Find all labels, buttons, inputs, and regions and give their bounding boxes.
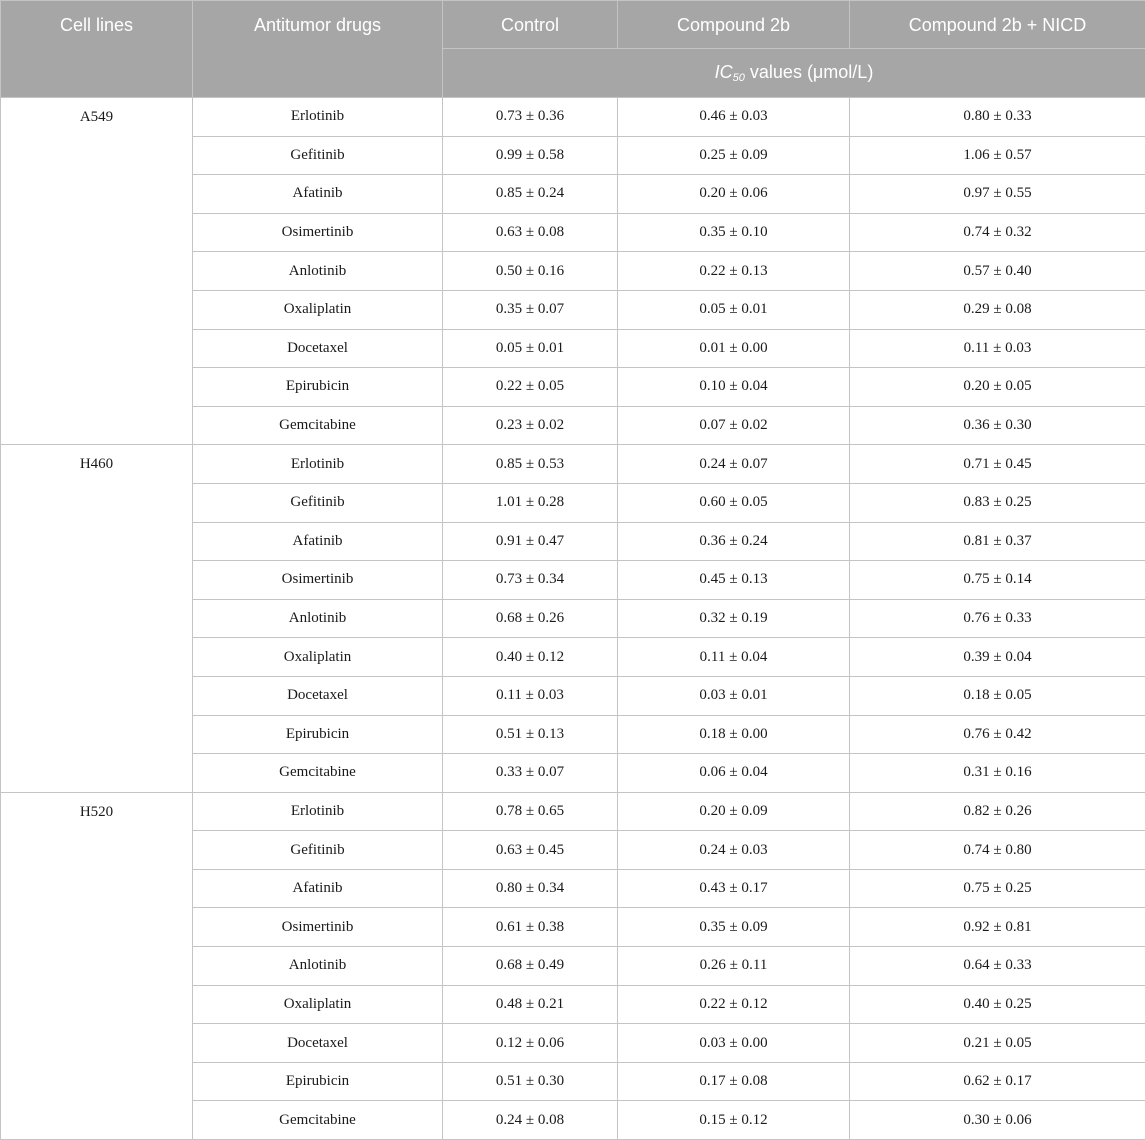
drug-name-cell: Gefitinib: [193, 831, 443, 870]
compound-2b-value-cell: 0.43 ± 0.17: [618, 869, 850, 908]
control-value-cell: 0.99 ± 0.58: [443, 136, 618, 175]
compound-2b-nicd-value-cell: 0.75 ± 0.14: [850, 561, 1145, 600]
drug-name-cell: Afatinib: [193, 175, 443, 214]
compound-2b-nicd-value-cell: 0.76 ± 0.42: [850, 715, 1145, 754]
drug-name-cell: Gefitinib: [193, 483, 443, 522]
compound-2b-value-cell: 0.06 ± 0.04: [618, 754, 850, 793]
control-value-cell: 0.24 ± 0.08: [443, 1101, 618, 1140]
compound-2b-nicd-value-cell: 0.64 ± 0.33: [850, 947, 1145, 986]
control-value-cell: 0.80 ± 0.34: [443, 869, 618, 908]
drug-name-cell: Anlotinib: [193, 599, 443, 638]
control-value-cell: 0.33 ± 0.07: [443, 754, 618, 793]
header-compound-2b-nicd: Compound 2b + NICD: [850, 1, 1145, 49]
ic-subscript: 50: [733, 72, 745, 84]
table-body: [1, 98, 1145, 1140]
control-value-cell: 0.63 ± 0.08: [443, 213, 618, 252]
compound-2b-value-cell: 0.17 ± 0.08: [618, 1062, 850, 1101]
compound-2b-value-cell: 0.45 ± 0.13: [618, 561, 850, 600]
header-row-1: [1, 1, 1145, 49]
compound-2b-value-cell: 0.01 ± 0.00: [618, 329, 850, 368]
compound-2b-nicd-value-cell: 0.75 ± 0.25: [850, 869, 1145, 908]
drug-name-cell: Docetaxel: [193, 1024, 443, 1063]
compound-2b-nicd-value-cell: 0.80 ± 0.33: [850, 98, 1145, 137]
drug-name-cell: Afatinib: [193, 869, 443, 908]
control-value-cell: 0.78 ± 0.65: [443, 792, 618, 831]
cell-line-label: A549: [1, 98, 193, 445]
control-value-cell: 1.01 ± 0.28: [443, 483, 618, 522]
compound-2b-nicd-value-cell: 0.21 ± 0.05: [850, 1024, 1145, 1063]
compound-2b-nicd-value-cell: 0.74 ± 0.32: [850, 213, 1145, 252]
drug-name-cell: Anlotinib: [193, 947, 443, 986]
header-cell-lines: Cell lines: [1, 1, 193, 98]
control-value-cell: 0.11 ± 0.03: [443, 676, 618, 715]
drug-name-cell: Oxaliplatin: [193, 985, 443, 1024]
compound-2b-nicd-value-cell: 0.74 ± 0.80: [850, 831, 1145, 870]
compound-2b-nicd-value-cell: 0.81 ± 0.37: [850, 522, 1145, 561]
drug-name-cell: Gemcitabine: [193, 1101, 443, 1140]
control-value-cell: 0.48 ± 0.21: [443, 985, 618, 1024]
ic-suffix: values (μmol/L): [745, 62, 873, 82]
control-value-cell: 0.51 ± 0.30: [443, 1062, 618, 1101]
compound-2b-nicd-value-cell: 0.36 ± 0.30: [850, 406, 1145, 445]
control-value-cell: 0.68 ± 0.49: [443, 947, 618, 986]
drug-name-cell: Oxaliplatin: [193, 290, 443, 329]
compound-2b-nicd-value-cell: 1.06 ± 0.57: [850, 136, 1145, 175]
control-value-cell: 0.73 ± 0.34: [443, 561, 618, 600]
compound-2b-nicd-value-cell: 0.71 ± 0.45: [850, 445, 1145, 484]
control-value-cell: 0.12 ± 0.06: [443, 1024, 618, 1063]
header-control: Control: [443, 1, 618, 49]
compound-2b-value-cell: 0.18 ± 0.00: [618, 715, 850, 754]
compound-2b-value-cell: 0.11 ± 0.04: [618, 638, 850, 677]
compound-2b-nicd-value-cell: 0.30 ± 0.06: [850, 1101, 1145, 1140]
control-value-cell: 0.40 ± 0.12: [443, 638, 618, 677]
control-value-cell: 0.05 ± 0.01: [443, 329, 618, 368]
drug-name-cell: Osimertinib: [193, 908, 443, 947]
drug-name-cell: Epirubicin: [193, 715, 443, 754]
header-antitumor-drugs: Antitumor drugs: [193, 1, 443, 98]
compound-2b-value-cell: 0.05 ± 0.01: [618, 290, 850, 329]
table-row: [1, 98, 1145, 137]
drug-name-cell: Epirubicin: [193, 1062, 443, 1101]
control-value-cell: 0.63 ± 0.45: [443, 831, 618, 870]
control-value-cell: 0.22 ± 0.05: [443, 368, 618, 407]
compound-2b-value-cell: 0.35 ± 0.09: [618, 908, 850, 947]
compound-2b-value-cell: 0.03 ± 0.01: [618, 676, 850, 715]
drug-name-cell: Oxaliplatin: [193, 638, 443, 677]
cell-line-label: H460: [1, 445, 193, 792]
drug-name-cell: Epirubicin: [193, 368, 443, 407]
control-value-cell: 0.85 ± 0.24: [443, 175, 618, 214]
drug-name-cell: Erlotinib: [193, 98, 443, 137]
compound-2b-nicd-value-cell: 0.97 ± 0.55: [850, 175, 1145, 214]
control-value-cell: 0.91 ± 0.47: [443, 522, 618, 561]
drug-name-cell: Erlotinib: [193, 445, 443, 484]
compound-2b-value-cell: 0.22 ± 0.13: [618, 252, 850, 291]
compound-2b-value-cell: 0.35 ± 0.10: [618, 213, 850, 252]
compound-2b-nicd-value-cell: 0.83 ± 0.25: [850, 483, 1145, 522]
drug-name-cell: Gemcitabine: [193, 406, 443, 445]
compound-2b-value-cell: 0.36 ± 0.24: [618, 522, 850, 561]
compound-2b-nicd-value-cell: 0.92 ± 0.81: [850, 908, 1145, 947]
compound-2b-nicd-value-cell: 0.20 ± 0.05: [850, 368, 1145, 407]
compound-2b-nicd-value-cell: 0.40 ± 0.25: [850, 985, 1145, 1024]
drug-name-cell: Docetaxel: [193, 329, 443, 368]
control-value-cell: 0.68 ± 0.26: [443, 599, 618, 638]
cell-line-label: H520: [1, 792, 193, 1139]
drug-name-cell: Gemcitabine: [193, 754, 443, 793]
drug-name-cell: Afatinib: [193, 522, 443, 561]
control-value-cell: 0.85 ± 0.53: [443, 445, 618, 484]
drug-name-cell: Erlotinib: [193, 792, 443, 831]
compound-2b-nicd-value-cell: 0.29 ± 0.08: [850, 290, 1145, 329]
drug-name-cell: Docetaxel: [193, 676, 443, 715]
compound-2b-value-cell: 0.24 ± 0.03: [618, 831, 850, 870]
control-value-cell: 0.73 ± 0.36: [443, 98, 618, 137]
compound-2b-value-cell: 0.20 ± 0.09: [618, 792, 850, 831]
compound-2b-nicd-value-cell: 0.62 ± 0.17: [850, 1062, 1145, 1101]
compound-2b-value-cell: 0.32 ± 0.19: [618, 599, 850, 638]
compound-2b-value-cell: 0.26 ± 0.11: [618, 947, 850, 986]
compound-2b-value-cell: 0.24 ± 0.07: [618, 445, 850, 484]
compound-2b-value-cell: 0.07 ± 0.02: [618, 406, 850, 445]
compound-2b-nicd-value-cell: 0.11 ± 0.03: [850, 329, 1145, 368]
compound-2b-value-cell: 0.60 ± 0.05: [618, 483, 850, 522]
compound-2b-value-cell: 0.10 ± 0.04: [618, 368, 850, 407]
table-header: [1, 1, 1145, 98]
drug-name-cell: Osimertinib: [193, 561, 443, 600]
control-value-cell: 0.51 ± 0.13: [443, 715, 618, 754]
compound-2b-nicd-value-cell: 0.76 ± 0.33: [850, 599, 1145, 638]
compound-2b-nicd-value-cell: 0.31 ± 0.16: [850, 754, 1145, 793]
compound-2b-value-cell: 0.15 ± 0.12: [618, 1101, 850, 1140]
control-value-cell: 0.35 ± 0.07: [443, 290, 618, 329]
control-value-cell: 0.50 ± 0.16: [443, 252, 618, 291]
table-row: [1, 792, 1145, 831]
header-ic50-unit: [443, 49, 1145, 98]
control-value-cell: 0.23 ± 0.02: [443, 406, 618, 445]
drug-name-cell: Anlotinib: [193, 252, 443, 291]
compound-2b-value-cell: 0.22 ± 0.12: [618, 985, 850, 1024]
compound-2b-nicd-value-cell: 0.82 ± 0.26: [850, 792, 1145, 831]
ic-prefix: IC: [715, 62, 733, 82]
table-row: [1, 445, 1145, 484]
drug-name-cell: Gefitinib: [193, 136, 443, 175]
compound-2b-nicd-value-cell: 0.57 ± 0.40: [850, 252, 1145, 291]
header-compound-2b: Compound 2b: [618, 1, 850, 49]
compound-2b-nicd-value-cell: 0.39 ± 0.04: [850, 638, 1145, 677]
drug-name-cell: Osimertinib: [193, 213, 443, 252]
compound-2b-value-cell: 0.25 ± 0.09: [618, 136, 850, 175]
control-value-cell: 0.61 ± 0.38: [443, 908, 618, 947]
compound-2b-value-cell: 0.46 ± 0.03: [618, 98, 850, 137]
compound-2b-value-cell: 0.20 ± 0.06: [618, 175, 850, 214]
compound-2b-nicd-value-cell: 0.18 ± 0.05: [850, 676, 1145, 715]
compound-2b-value-cell: 0.03 ± 0.00: [618, 1024, 850, 1063]
